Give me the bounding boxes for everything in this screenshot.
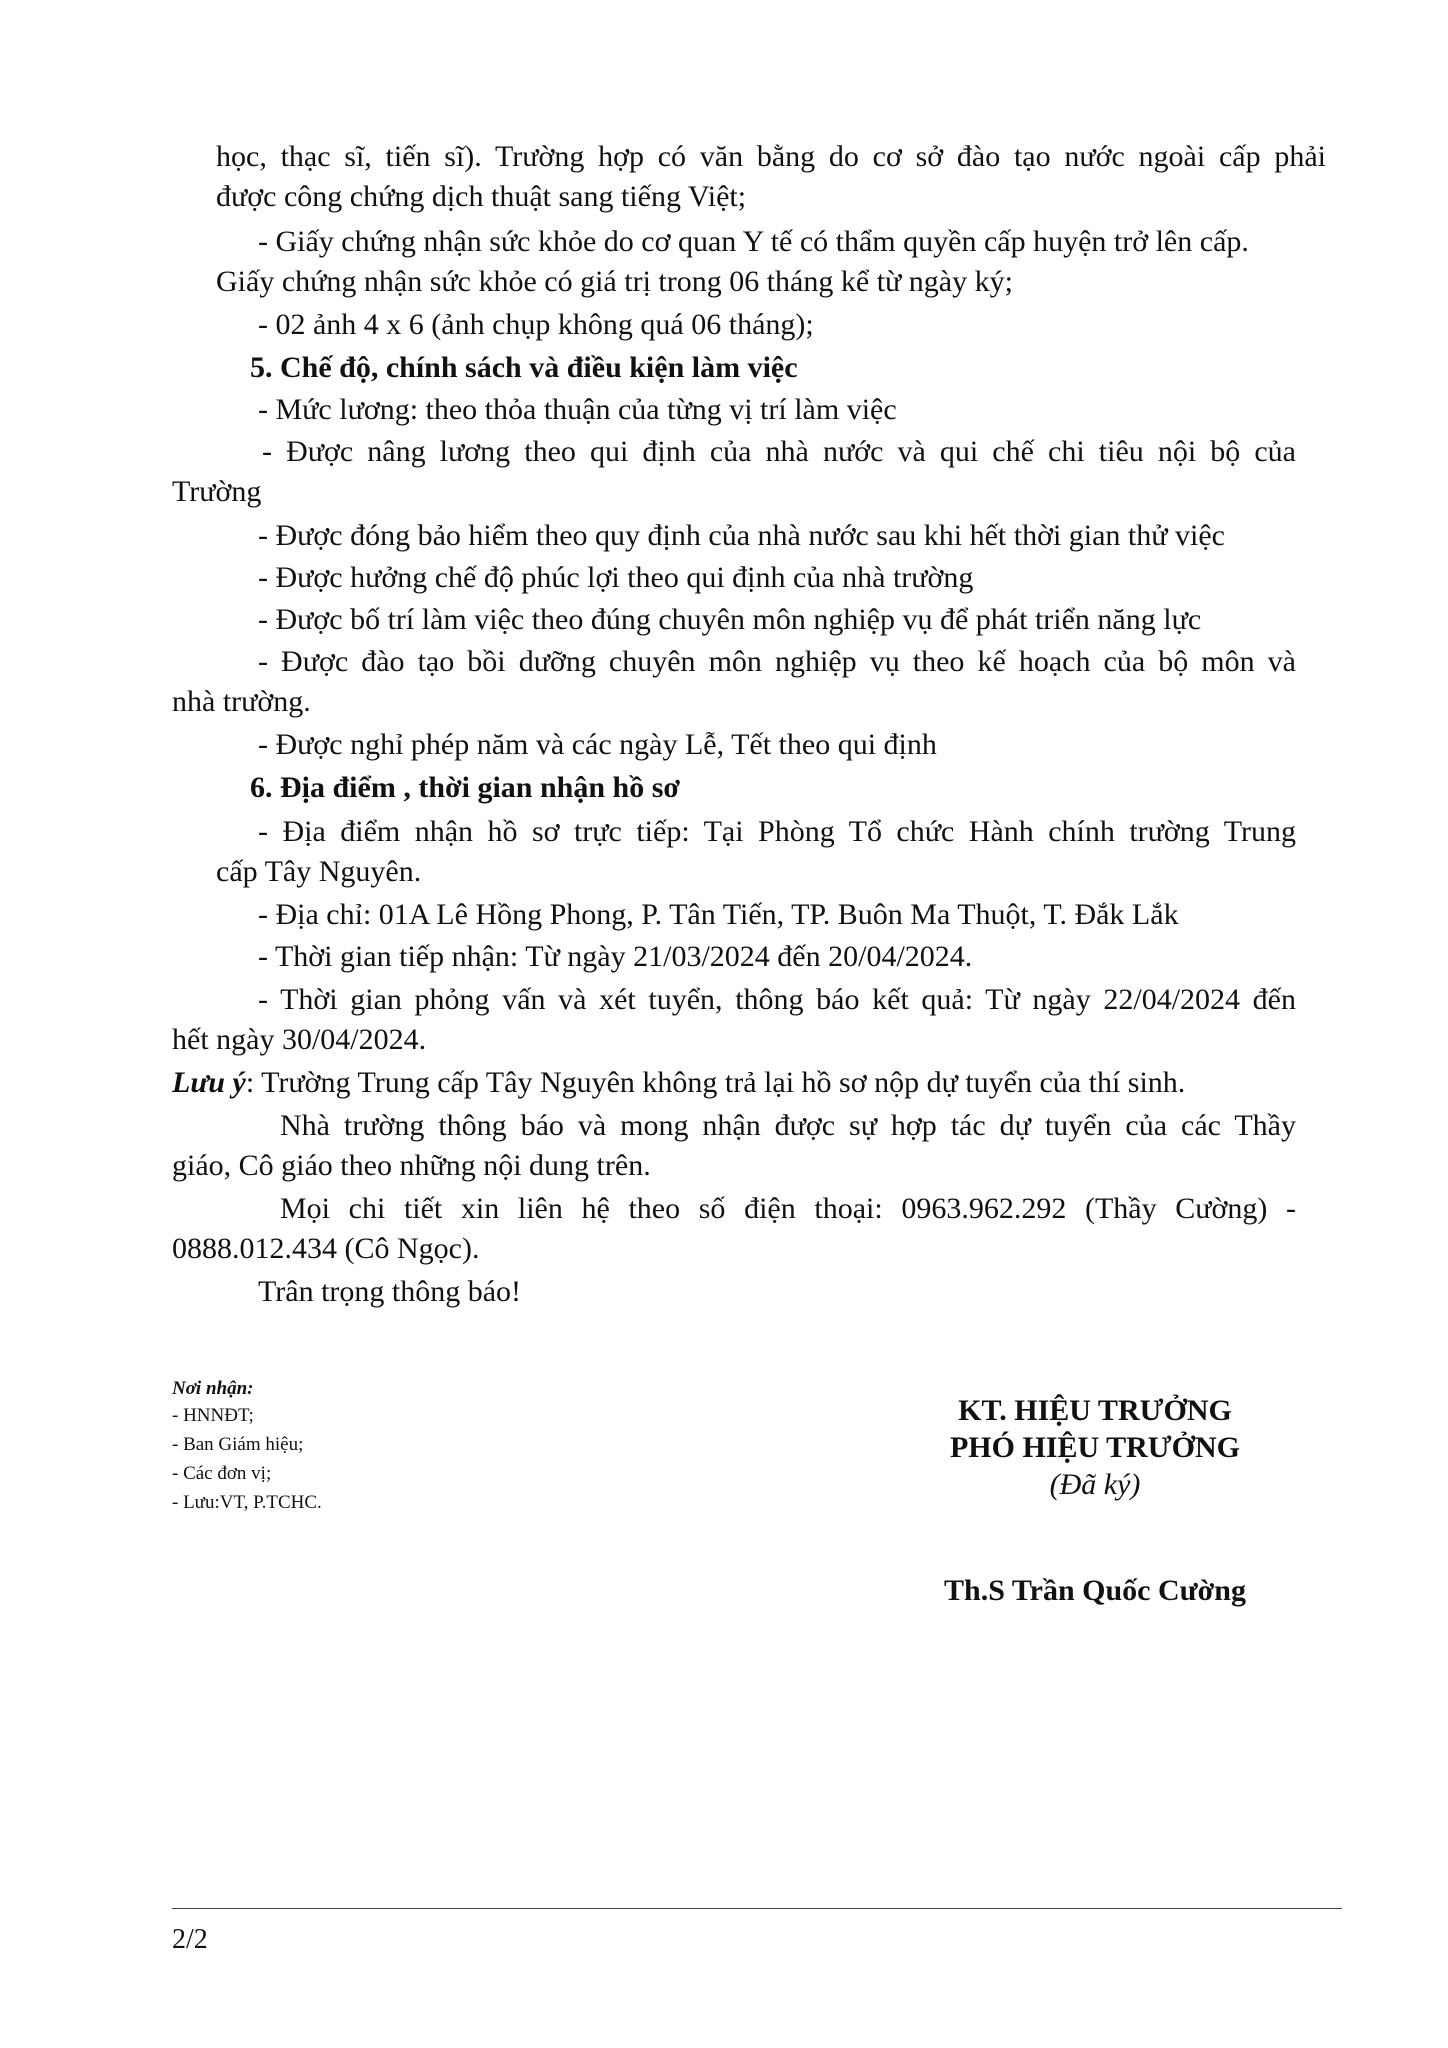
body-line: Giấy chứng nhận sức khỏe có giá trị trong 06 tháng kể từ ngày ký;	[216, 265, 1013, 298]
body-line: - Được nghỉ phép năm và các ngày Lễ, Tết theo qui định	[258, 728, 937, 761]
body-line: được công chứng dịch thuật sang tiếng Việt;	[216, 180, 747, 213]
recipients-title: Nơi nhận:	[172, 1378, 254, 1399]
section-heading-6: 6. Địa điểm , thời gian nhận hồ sơ	[250, 771, 680, 804]
body-line: - Được hưởng chế độ phúc lợi theo qui định của nhà trường	[258, 561, 974, 594]
signature-title-1: KT. HIỆU TRƯỞNG	[958, 1394, 1232, 1427]
page-number: 2/2	[172, 1924, 208, 1955]
body-line: học, thạc sĩ, tiến sĩ). Trường hợp có văn bằng do cơ sở đào tạo nước ngoài cấp phải	[216, 140, 1326, 173]
body-line: Trường	[172, 475, 262, 508]
recipient-item: - Ban Giám hiệu;	[172, 1434, 304, 1455]
body-line: hết ngày 30/04/2024.	[172, 1023, 427, 1056]
signer-name: Th.S Trần Quốc Cường	[944, 1574, 1246, 1607]
signature-title-2: PHÓ HIỆU TRƯỞNG	[949, 1431, 1241, 1464]
body-line: - Được nâng lương theo qui định của nhà nước và qui chế chi tiêu nội bộ của	[262, 435, 1296, 468]
closing-line: giáo, Cô giáo theo những nội dung trên.	[172, 1149, 651, 1182]
recipient-item: - HNNĐT;	[172, 1405, 254, 1426]
note-label: Lưu ý	[172, 1066, 246, 1099]
closing-line: Trân trọng thông báo!	[258, 1275, 522, 1308]
body-line: - Địa chỉ: 01A Lê Hồng Phong, P. Tân Tiến, TP. Buôn Ma Thuột, T. Đắk Lắk	[258, 898, 1179, 931]
recipient-item: - Lưu:VT, P.TCHC.	[172, 1492, 322, 1513]
body-line: - 02 ảnh 4 x 6 (ảnh chụp không quá 06 tháng);	[258, 308, 814, 341]
closing-line: Mọi chi tiết xin liên hệ theo số điện thoại: 0963.962.292 (Thầy Cường) -	[280, 1192, 1296, 1225]
footer-divider	[172, 1908, 1342, 1909]
body-line: - Địa điểm nhận hồ sơ trực tiếp: Tại Phòng Tổ chức Hành chính trường Trung	[258, 815, 1296, 848]
body-line: - Được đào tạo bồi dưỡng chuyên môn nghiệp vụ theo kế hoạch của bộ môn và	[258, 645, 1296, 678]
body-line: - Thời gian phỏng vấn và xét tuyển, thông báo kết quả: Từ ngày 22/04/2024 đến	[258, 983, 1296, 1016]
closing-line: Nhà trường thông báo và mong nhận được sự hợp tác dự tuyển của các Thầy	[280, 1109, 1296, 1142]
body-line: - Được bố trí làm việc theo đúng chuyên môn nghiệp vụ để phát triển năng lực	[258, 603, 1202, 636]
body-line: - Thời gian tiếp nhận: Từ ngày 21/03/2024 đến 20/04/2024.	[258, 940, 973, 973]
body-line: - Mức lương: theo thỏa thuận của từng vị trí làm việc	[258, 393, 897, 426]
section-heading-5: 5. Chế độ, chính sách và điều kiện làm việc	[250, 351, 798, 384]
signed-note: (Đã ký)	[1049, 1468, 1141, 1501]
body-line: - Giấy chứng nhận sức khỏe do cơ quan Y tế có thẩm quyền cấp huyện trở lên cấp.	[258, 225, 1249, 258]
body-line: nhà trường.	[172, 685, 311, 718]
closing-line: 0888.012.434 (Cô Ngọc).	[172, 1232, 480, 1265]
body-line: - Được đóng bảo hiểm theo quy định của nhà nước sau khi hết thời gian thử việc	[258, 519, 1225, 552]
body-line: cấp Tây Nguyên.	[216, 855, 422, 888]
note-text: : Trường Trung cấp Tây Nguyên không trả lại hồ sơ nộp dự tuyển của thí sinh.	[245, 1066, 1186, 1099]
note-line	[172, 1063, 1185, 1103]
recipient-item: - Các đơn vị;	[172, 1463, 272, 1484]
